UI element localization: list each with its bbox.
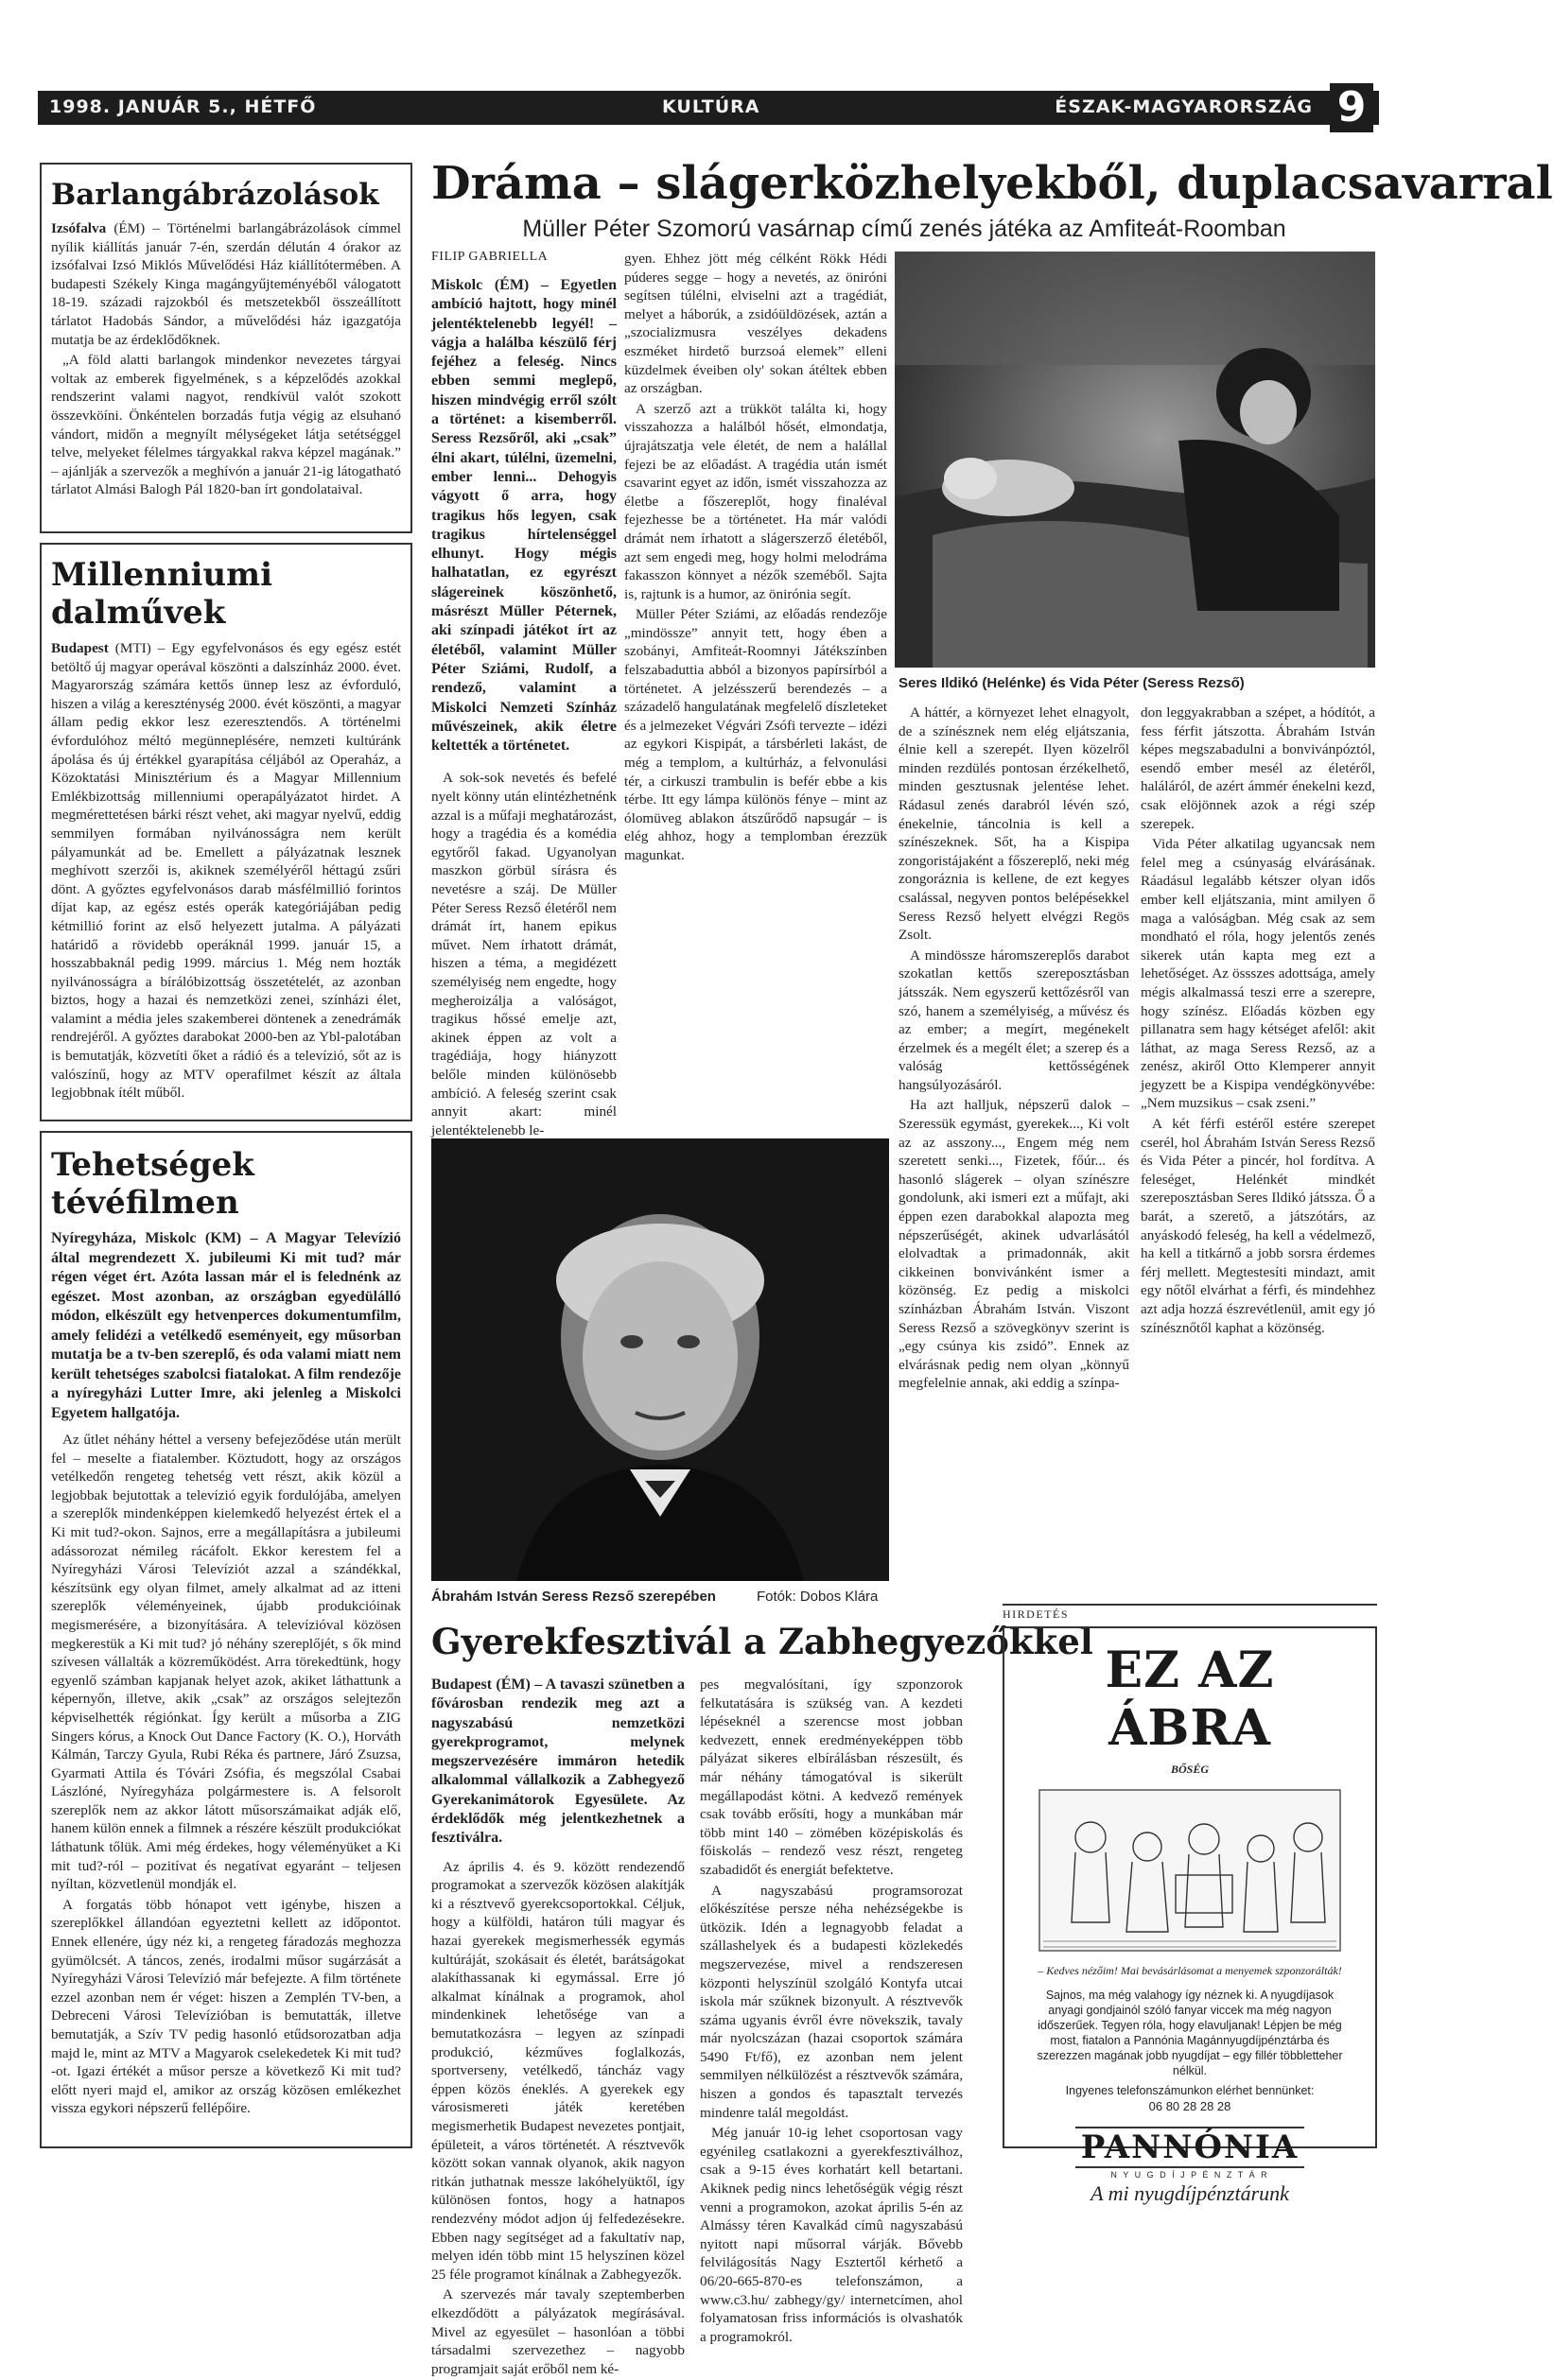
article-paragraph: gyen. Ehhez jött még célként Rökk Hédi púderes segge – hogy a nevetés, az öniróni segítsen túlélni, elviselni azt a tragédiát, melyet a háborúk, a zsidóüldözések, aztán a „szocializmusra veszélyes dekadens eszméket hirdető burzsoá elemek” elleni küzdelmek éveiben oly' sokan átéltek ebben az országban. [624,251,887,397]
stage-photo-image [895,252,1375,668]
page-header-bar [38,83,1379,131]
article-paragraph: Vida Péter alkatilag ugyancsak nem felel meg a csúnyaság elvárásának. Ráadásul legalább kétszer olyan idős ember kell eljátszania, mint amilyen ő maga a valóságban. Még csak az sem mondható el róla, hogy jelentős zenés sikerek után kapta meg ezt a lehetőséget. Az össszes adottsága, amely mégis alkalmassá teszi erre a szerepre, hogy színész. Előadás közben egy pillanatra sem hagy kétséget afelől: akit láthat, az maga Seress Rezső, az a zenész, akiről Otto Klemperer annyit jegyzett be a Kispipa vendégkönyvébe: „Nem muzsikus – csak zseni.” [1141,836,1375,1112]
article-paragraph: A sok-sok nevetés és befelé nyelt könny után elintézhetnénk azzal is a műfaji meghatározást, hogy a tragédia és a komédia egytőről fakad. Ugyanolyan maszkon görbül sírásra és nevetésre a száj. De Müller Péter Seress Rezső életéről nem drámát írt, hanem epikus művet. Nem írhatott drámát, hiszen a téma, a megidézett személyiség nem engedte, hogy megheroizálja a valóságot, tragikus hőssé emelje azt, akinek éppen az volt a tragédiája, hogy hiányzott belőle minden különösebb ambíció. A feleség szerint csak annyit akart: minél jelentéktelenebb le- [431,770,617,1138]
article-lead: Budapest (ÉM) – A tavaszi szünetben a fővárosban rendezik meg azt a nagyszabású nemzetközi gyerekprogramot, melynek megszervezésére immáron hetedik alkalommal vállalkozik a Zabhegyező Gyerekanimátorok Egyesülete. Az érdeklődők még jelentkezhetnek a fesztiválra. [431,1676,685,1847]
cartoon-caption: – Kedves nézőim! Mai bevásárlásomat a menyemek szponzorálták! [1038,1964,1342,1977]
photo-credit: Fotók: Dobos Klára [757,1589,879,1605]
photo-seres-ildiko-vida-peter [895,252,1375,668]
article-title: Millenniumi dalművek [51,556,272,632]
article-lead: (KM) – A Magyar Televízió által megrendezett X. jubileumi Ki mit tud? már régen véget ért. Azóta lassan már el is felednénk az egészet. Most azonban, az országban egyedülálló módon, elkészült egy hetvenperces dokumentumfilm, amely felidézi a vetélkedő eseményeit, egy műsorban mutatja be a tv-ben szereplő, és oda valami miatt nem került tehetséges szabolcsi fiatalokat. A film rendezője a nyíregyházi Lutter Imre, aki jelenleg a Miskolci Egyetem hallgatója. [51,1230,401,1421]
ad-brand-subtitle: N Y U G D Í J P É N Z T Á R [1110,2170,1269,2180]
article-paragraph: A szerző azt a trükköt találta ki, hogy visszahozza a halálból hősét, elmondatja, újrajátszatja vele életét, de nem a halállal fejezi be az előadást. A tragédia után ismét csavarint egyet az időn, ismét visszahozza az életbe a főszereplőt, hogy finaléval fejezhesse be a történetet. Ha már valódi drámát nem írhatott a slágerszerző életéből, azt sem engedi meg, hogy holmi melodráma fakasszon könnyet a nézők szeméből. Sajta is, rajtunk is a humor, az önirónia segít. [624,400,887,602]
ad-brand-logo: PANNÓNIA [1075,2127,1305,2168]
main-article-byline: FILIP GABRIELLA [431,250,549,264]
advertisement-label: HIRDETÉS [1003,1604,1377,1622]
photo-caption: Ábrahám István Seress Rezső szerepében [431,1589,716,1605]
photo-abraham-istvan [431,1138,889,1581]
article-paragraph: (MTI) – Egy egyfelvonásos és egy egész estét betöltő új magyar operával köszönti a dalszínház 2000. évet. Magyarország számára kettős ünnep lesz az évforduló, hiszen a világ a kereszténység 2000. évét köszönti, a magyar állam pedig ekkor lesz ezeresztendős. A történelmi évfordulóhoz méltó megünneplésére, nemzeti kultúránk ápolása és új értékkel gyarapítása céljából az Operaház, a Közoktatási Minisztérium és a Magyar Millennium Emlékbizottság millenniumi operapályázatot hirdet. A megmérettetésen bárki részt vehet, aki magyar nyelvű, eddig semmilyen formában nyilvánosságra nem került pályamunkát ad be. Emellett a pályázatnak lesznek meghívott szerzői is, akiknek személyéről héttagú zsűri dönt. A győztes egyfelvonásos darab másfélmillió forintos díjat kap, az egész estés operák kategóriájában pedig kétmillió forint az első helyezett jutalma. A pályázati határidő a rövidebb operáknál 1999. január 15, a hosszabbaknál pedig 1999. március 1. Még nem hozták nyilvánosságra a bírálóbizottság összetételét, az azonban biztos, hogy a hazai és nemzetközi zenei, színházi élet, valamint a média jeles szakemberei döntenek a zenedrámák rendrejéről. A győztes darabokat 2000-ben az Ybl-palotában is bemutatják, közvetíti őket a rádió és a televízió, sőt az is valószínű, hogy az MTV operafilmet készít az általa legjobbnak ítélt műből. [51,640,401,1102]
page-number: 9 [1330,83,1373,132]
article-title: Barlangábrázolások [51,178,379,212]
main-article-lead: Miskolc (ÉM) – Egyetlen ambíció hajtott, hogy minél jelentéktelenebb legyél! – vágja a halálba készülő férj fejéhez a feleség. Nincs ebben semmi meglepő, hiszen mindvégig erről szólt a történet: a kisemberről. Seress Rezsőről, aki „csak” élni akart, túlélni, üzemelni, ember lenni... Dehogyis vágyott ő arra, hogy tragikus hős legyen, csak tragikus hírtelenséggel elhunyt. Hogy mégis halhatatlan, ez egyrészt slágereinek köszönhető, másrészt Müller Péternek, aki színpadi játékot írt az életéből, valamint Müller Péter Sziámi, Rudolf, a rendező, valamint a Miskolci Nemzeti Színház művészeinek, akik életre keltették a történetet. [431,277,617,755]
ad-subtitle: BŐSÉG [1170,1763,1209,1776]
photo-caption: Seres Ildikó (Helénke) és Vida Péter (Seress Rezső) [899,675,1245,691]
main-article-column [1141,704,1375,1339]
article-tehetsegek-tevefilmen [40,1131,412,2148]
article-paragraph: (ÉM) – Történelmi barlangábrázolások címmel nyílik kiállítás január 7-én, szerdán délután 4 órakor az izsófalvai Izsó Miklós Művelődési Ház kiállítótermében. A budapesti Székely Kinga magángyűjteményéből válogatott 18-19. századi rajzokból és metszetekből összeállított tárlatot Hadobás Sándor, a művelődési ház igazgatója mutatja be az érdeklődőknek. [51,220,401,348]
main-article-column [431,276,617,1141]
portrait-photo-image [431,1138,889,1581]
article-dateline: Nyíregyháza, Miskolc [51,1230,197,1246]
header-date: 1998. JANUÁR 5., HÉTFŐ [49,96,317,117]
cartoon-illustration [1034,1781,1346,1960]
article-dateline: Izsófalva [51,220,107,236]
article-dateline: Budapest [51,640,109,656]
ad-phone-label: Ingyenes telefonszámunkon elérhet bennünket: [1065,2084,1315,2097]
article-paragraph: pes megvalósítani, így szponzorok felkutatására is szükség van. A kezdeti lépéseknél a szerencse most jobban kedvezett, ennek eredményeképpen több pályázat sikeres elbírálásban részesült, és már néhány támogatóval is sikerült megállapodást kötni. A kedvező remények csak tovább erősíti, hogy a munkában már több mint 140 – zömében középiskolás és főiskolás – rendező vesz részt, rengeteg szabadidőt és energiát befektetve. [700,1676,963,1878]
article-paragraph: Még január 10-ig lehet csoportosan vagy egyénileg csatlakozni a gyerekfesztiválhoz, csak a 9-15 éves korhatárt kell betartani. Akiknek pedig nincs lehetőségük végig részt venni a programokon, azokat április 5-én az Almássy téren Kavalkád címû nagyszabású nyitott napi műsorral várják. Bővebb felvilágosítás Nagy Esztertől kérhető a 06/20-665-870-es telefonszámon, a www.c3.hu/ zabhegy/gy/ internetcímen, ahol folyamatosan friss információs is olvashatók a programokról. [700,2125,963,2345]
ad-signature: A mi nyugdíjpénztárunk [1091,2181,1289,2205]
article-title: Tehetségek tévéfilmen [51,1146,254,1222]
article-paragraph: A forgatás több hónapot vett igénybe, hiszen a szereplőkkel állandóan egyeztetni kellett az időpontot. Ennek ellenére, úgy néz ki, a rengeteg fáradozás meghozza gyümölcsét. A táncos, zenés, irodalmi műsor sugárzását a Nyíregyházi Városi Televízió már befejezte. A film története ezzel azonban nem ér véget: hiszen a Zemplén TV-ben, a Debreceni Városi Televízióban is bemutatták, illetve bemutatják, a Szív TV pedig hasonló etűdsorozatban adja majd le, mint az MTV a Magyarok cselekedetek Ki mit tud?-ot. Igazi értékét a műsor persze a következő Ki mit tud? előtt nyeri majd el, amikor az ország közösen emlékezhet vissza egykori népszerű fellépőire. [51,1896,401,2117]
article-paragraph: Ha azt halljuk, népszerű dalok – Szeressük egymást, gyerekek..., Ki volt az az asszony..., Engem még nem szeretett senki..., Fizetek, főúr... és hasonló slágerek – olyan színészre gondolunk, aki ismeri ezt a műfajt, aki éppen ezen darabokkal alapozta meg népszerűségét, akinek udvarlásától elolvadtak a primadonnák, akit cikkeinen bonvivánként ismer a közönség. Ez pedig a miskolci színházban Ábrahám István. Viszont Seress Rezső a szövegkönyv szerint is „egy csúnya kis zsidó”. Ennek az elvárásnak pedig nem olyan „könnyű megfelelnie annak, aki eddig a színpa- [899,1097,1129,1392]
article-title-gyerekfesztival: Gyerekfesztivál a Zabhegyezőkkel [431,1621,1093,1662]
header-paper-name: ÉSZAK-MAGYARORSZÁG [1055,96,1313,117]
article-paragraph: A két férfi estéről estére szerepet cserél, hol Ábrahám István Seress Rezső és Vida Péter a pincér, hol fordítva. A feleséget, Helénkét mindkét szereposztásban Seres Ildikó játssza. Ő a barát, a szerető, a játszótárs, az anyáskodó feleség, ha kell a védelmező, ha kell a titkárnő a jobb sorsra érdemes férj mellett. Megtestesíti mindazt, amit egy nőtől elvárhat a férfi, és mindehhez azt adja hozzá észrevétlenül, amit egy jó színésznőtől kaphat a közönség. [1141,1116,1375,1336]
header-section: KULTÚRA [662,96,760,117]
article-paragraph: Az űtlet néhány héttel a verseny befejeződése után merült fel – meselte a fiatalember. Köztudott, hogy az országos vetélkedőn rengeteg tehetség vett részt, akik közül a legjobbak bejutottak a televízió egyik fordulójába, amelyen a szereplők mindenképpen kielemkedő helyezést értek el a Ki mit tud?-okon. Sajnos, erre a megállapításra a jubileumi adássorozat némileg rácáfolt. Ekkor kerestem fel a Nyíregyházi Városi Televíziót azzal a szándékkal, készítsünk egy olyan filmet, amely alkalmat ad az itteni szereplők véleményeinek, újabb produkcióinak megismerésére, a bizonyítására. A televízióval közösen megkerestük a Ki mit tud? jó néhány szereplőjét, s ők mind szívesen vállalták a közreműködést. Arra törekedtünk, hogy egyenlő számban kapjanak helyet azok, akiket láthattunk a képernyőn, illetve, akik „csak” az országos selejtezőn képviselhették régiónkat. Így került a műsorba a ZIG Singers kórus, a Knock Out Dance Factory (K. O.), Horváth Kálmán, Tarczy Gyula, Rubi Réka és partnere, Járó Zsuzsa, Gyarmati Attila és Tóvári Zsófia, és megszólal Csabai Lászlóné, Nyíregyháza polgármestere is. A felsorolt szereplők nem az akkor látott műsorszámaikat adják elő, hanem külön ennek a filmnek a részére készült produkciókat láthatunk tőlük. Ami még érdekes, hogy véleményüket a Ki mit tud?-ról – pozitívat és negatívat egyaránt – teljesen nyíltan, közvetlenül mondják el. [51,1432,401,1893]
article-paragraph: A szervezés már tavaly szeptemberben elkezdődött a pályázatok megírásával. Mivel az egyesület – hasonlóan a többi társadalmi szervezethez – nagyobb programjait saját erőből nem ké- [431,2286,685,2377]
main-article-column [899,704,1129,1395]
advertisement-pannonia [1003,1626,1377,2205]
article-millenniumi-dalmuvek [40,543,412,1121]
article-paragraph: A háttér, a környezet lehet elnagyolt, de a színésznek nem elég eljátszania, élnie kell a szerepét. Ilyen közelről minden rezdülés pontosan érzékelhető, minden gesztusnak jelentése lehet. Rádasul zenés darabról lévén szó, énekelnie, táncolnia is kell a színészeknek. Sőt, ha a Kispipa zongoristájaként a főszereplő, neki még zongoráznia is kellene, de ezt kegyes csalással, negyven pontos belépésekkel Seress Rezső helyett elvégzi Regös Zsolt. [899,704,1129,944]
main-article-subtitle: Müller Péter Szomorú vasárnap című zenés játéka az Amfiteát-Roomban [522,216,1286,242]
article-paragraph: A nagyszabású programsorozat előkészítése persze néha nehézségekbe is ütközik. Idén a legnagyobb feladat a szállashelyek és a budapesti közlekedés megszervezése, mivel a rendszeresen központi helyszínül szolgáló Kontyfa utcai iskola már szűknek bizonyult. A résztvevők száma ugyanis évről évre növekszik, tavaly már nyolcszázan (hazai csoportok számára 5490 Ft/fő), ez azonban nem jelent semmilyen nélkülözést a résztvevők számára, hiszen a gondos és tapasztalt tervezés mindenre talál megoldást. [700,1882,963,2121]
ad-phone-number: 06 80 28 28 28 [1148,2099,1231,2113]
ad-body: Sajnos, ma még valahogy így néznek ki. A nyugdíjasok anyagi gondjainól szóló fanyar viccek ma még nagyon időszerűek. Tegyen róla, hogy elavuljanak! Lépjen be még most, fiatalon a Pannónia Magánnyugdíjpénztárba és szerezzen magának jobb nyugdíjat – egy fillér többletteher nélkül. [1037,1989,1343,2077]
main-article-title: Dráma – slágerközhelyekből, duplacsavarral [431,157,1553,210]
article-paragraph: A mindössze háromszereplős darabot szokatlan kettős szereposztásban játsszák. Nem egyszerű kettőzésről van szó, hanem a személyiség, a művész és az ember; a megírt, megénekelt érzelmek és a megélt élet; a szerep és a valóság kettősségének hangsúlyozásáról. [899,947,1129,1093]
article-paragraph: Az április 4. és 9. között rendezendő programokat a szervezők közösen alakítják ki a résztvevő gyerekcsoportokkal. Céljuk, hogy a külföldi, határon túli magyar és hazai gyerekek megismerhessék egymás kultúráját, szokásait és életét, barátságokat alakíthassanak ki egymással. Erre jó alkalmat kínálnak a programok, ahol mindenkinek lehetősége van a bemutatkozásra – legyen az színpadi produkció, kézműves foglalkozás, sportverseny, vetélkedő, táncház vagy éppen közös éneklés. A gyerekek egy városismereti játék keretében megismerhetik Budapest nevezetes pontjait, épületeit, a város történetét. A résztvevők között sokan vannak olyanok, akik nagyon ritkán juthatnak messze lakóhelyüktől, így különösen fontos, hogy a hatnapos rendezvény módot adjon új felfedezésekre. Ebben nagy segítséget ad a fakultatív nap, melyen idén több mint 15 helyszínen közel 25 féle programot kínálnak a Zabhegyezők. [431,1858,685,2283]
article-paragraph: „A föld alatti barlangok mindenkor nevezetes tárgyai voltak az emberek figyelmének, s a képzelődés azokkal rendszerint valami nagyot, rendkívül valót szokott összevköíni. Önkéntelen borzadás futja végig az elsuhanó vándort, midőn a megnyílt mélységeket látja setétséggel telve, melyeket félelmes tárgyakkal rakva képzel magának.” – ajánlják a szervezők a meghívón a január 21-ig látogatható tárlatot Almási Balogh Pál 1820-ban írt gondolataival. [51,352,401,498]
ad-title: EZ AZ ÁBRA [1105,1642,1275,1757]
article-paragraph: Müller Péter Sziámi, az előadás rendezője „mindössze” annyit tett, hogy ében a szobányi, Amfiteát-Roomnyi Játékszínben felszabaduttia abból a bizonyos papírsírból a történetet. A jelzésszerű berendezés – a századelő hangulatának megfelelő díszleteket és a jelmezeket Végvári Zsófi tervezte – idézi az egykori Kispipát, a társbérleti lakást, de még a templom, a kultúrház, a felvonulási tér, a cirkuszi trambulin is befér ebbe a kis térbe. Itt egy lámpa különös fénye – mint az ólomüveg ablakon átszűrődő napsugár – is elég ahhoz, hogy a templomban érezzük magunkat. [624,606,887,863]
fest-article-column [431,1676,685,2380]
fest-article-column [700,1676,963,2348]
article-barlangabrazolasok [40,163,412,533]
article-paragraph: don leggyakrabban a szépet, a hódítót, a fess férfit játszotta. Ábrahám István képes megszabadulni a bonvivánpóztól, esendő ember mesél az életéről, haláláról, de azért ámmér énekelni kezd, csak elöjönnek azok a régi szép szerepek. [1141,704,1375,832]
main-article-column [624,250,887,867]
